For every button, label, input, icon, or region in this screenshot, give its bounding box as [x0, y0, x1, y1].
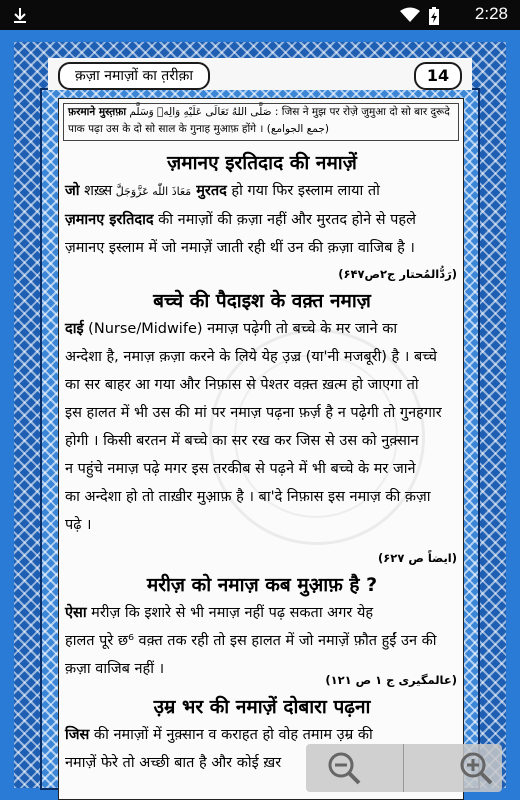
battery-charging-icon [428, 7, 440, 25]
clock: 2:28 [474, 4, 508, 23]
text-line: दाई (Nurse/Midwife) नमाज़ पढ़ेगी तो बच्चे के मर जाने का [65, 321, 398, 337]
text-line: नमाज़ें फेरे तो अच्छी बात है और कोई ख़र [65, 755, 282, 771]
book-title: क़ज़ा नमाज़ों का त़रीक़ा [58, 62, 210, 90]
section-paragraph [65, 177, 461, 262]
text-line: पढ़े । [65, 517, 92, 533]
text-line: ऐसा मरीज़ कि इशारे से भी नमाज़ नहीं पढ़ सकता अगर येह [65, 605, 374, 621]
reference-citation: (ایضاً ص ۶۲۷) [378, 551, 457, 565]
zoom-controls [306, 744, 502, 792]
text-line: होगी । किसी बरतन में बच्चे का सर रख कर जिस से उस को नुक़्सान [65, 433, 419, 449]
reference-citation: (رَدُّالمُحتار ج۲ص۶۴۷) [338, 267, 457, 281]
wifi-icon [400, 7, 420, 23]
text-line: का सर बाहर आ गया और निफ़ास से पेश्तर वक़्त ख़त्म हो जाएगा तो [65, 377, 419, 393]
text-line: ज़मानए इस्लाम में जो नमाज़ें जाती रही थीं उन की क़ज़ा वाजिब है । [65, 240, 415, 256]
text-line: अन्देशा है, नमाज़ क़ज़ा करने के लिये येह उ़ज़्र (या'नी मजबूरी) है । बच्चे [65, 349, 437, 365]
section-heading: उ़म्र भर की नमाज़ें दोबारा पढ़ना [153, 696, 371, 718]
page-number: 14 [414, 62, 462, 90]
zoom-in-icon[interactable] [456, 748, 496, 788]
status-bar [0, 0, 520, 30]
hadith-lead: फ़रमाने मुस्त़फ़ा [68, 106, 127, 118]
hadith-source: (جمع الجوامع) [266, 123, 329, 135]
text-line: इस हालत में भी उस की मां पर नमाज़ पढ़ना फ़र्ज़ है न पढ़ेगी तो गुनहगार [65, 405, 442, 421]
zoom-divider [403, 744, 404, 792]
section-heading: ज़मानए इरतिदाद की नमाज़ें [167, 152, 357, 174]
text-line: जो शख़्स مَعَاذَ اللّٰه عَزَّوَجَلَّ मुरतद हो गया फिर इस्लाम लाया तो [65, 183, 380, 199]
section-heading: बच्चे की पैदाइश के वक़्त नमाज़ [153, 290, 371, 312]
text-line: न पहुंचे नमाज़ पढ़े मगर इस तरकीब से पढ़ने में भी बच्चे के मर जाने [65, 461, 416, 477]
text-line: हालत पूरे छ⁶ वक़्त तक रही तो इस हालत में जो नमाज़ें फ़ौत हुईं उन की [65, 633, 437, 649]
download-icon [12, 7, 28, 23]
hadith-text: : जिस ने मुझ पर रोज़े जुमुआ दो सो बार दुरूदे पाक पढ़ा उस के दो सो साल के गुनाह मुआफ़ होंगे । [68, 106, 450, 135]
page-content [58, 98, 464, 800]
hadith-salawat: صَلَّى اللهُ تَعَالَى عَلَيْهِ وَالِهٖ وَسَلَّم [129, 106, 272, 118]
text-line: ज़मानए इरतिदाद की नमाज़ों की क़ज़ा नहीं और मुरतद होने से पहले [65, 212, 416, 228]
section-paragraph [65, 315, 461, 539]
text-line: जिस की नमाज़ों में नुक़्सान व कराहत हो वोह तमाम उ़म्र की [65, 727, 373, 743]
section-heading: मरीज़ को नमाज़ कब मुआ़फ़ है ? [146, 574, 378, 596]
zoom-out-icon[interactable] [324, 748, 364, 788]
text-line: का अन्देशा हो तो ताख़ीर मुआ़फ़ है । बा'दे निफ़ास इस नमाज़ की क़ज़ा [65, 489, 431, 505]
reference-citation: (عالمگیری ج ۱ ص ۱۲۱) [325, 673, 457, 687]
text-line: क़ज़ा वाजिब नहीं । [65, 661, 165, 677]
section-paragraph [65, 599, 461, 683]
hadith-box [63, 103, 459, 141]
